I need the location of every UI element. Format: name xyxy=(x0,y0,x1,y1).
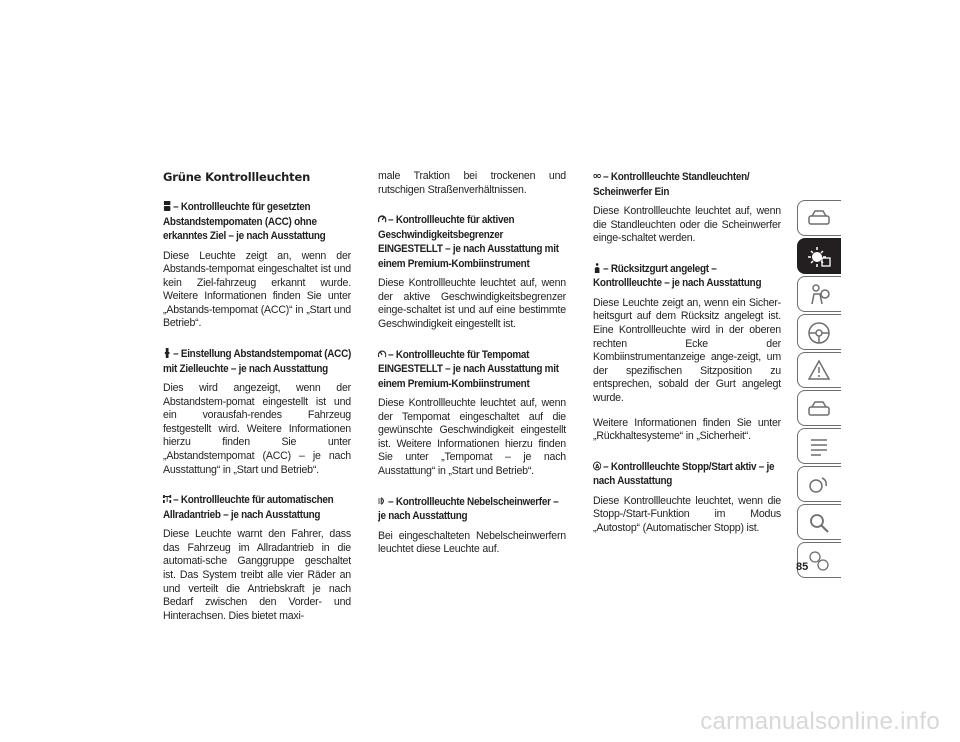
acc-set-icon xyxy=(163,201,171,211)
page-number: 85 xyxy=(796,561,809,573)
heading-rear-seatbelt: – Rücksitzgurt angelegt – Kontrollleuchte – je nach Ausstattung xyxy=(593,262,762,290)
paragraph: Weitere Informationen finden Sie unter „Rückhaltesysteme“ in „Sicherheit“. xyxy=(593,416,781,443)
svg-text:A: A xyxy=(595,463,600,471)
rear-seatbelt-icon xyxy=(593,263,601,273)
heading-acc-target: – Einstellung Abstandstempomat (ACC) mit Zielleuchte – je nach Ausstattung xyxy=(163,348,352,375)
paragraph: Diese Kontrollleuchte leuchtet auf, wenn der Tempomat eingeschaltet auf die gewünschte Geschwindigkeit eingestellt ist. Weitere Informationen hierzu finden Sie unter „Tempomat – je nach Ausstattung“ in „Start und Betrieb“. xyxy=(378,397,566,478)
parking-lamp-icon xyxy=(593,171,601,181)
acc-target-icon xyxy=(163,348,171,358)
heading-awd: – Kontrollleuchte für automatischen Allradantrieb – je nach Ausstattung xyxy=(163,494,334,521)
specs-tab[interactable] xyxy=(797,428,841,464)
awd-icon xyxy=(163,494,171,504)
car-intro-tab[interactable] xyxy=(797,200,841,236)
paragraph: Diese Leuchte warnt den Fahrer, dass das Fahrzeug im Allradantrieb in die automati-sche Ganggruppe geschaltet ist. Das System treibt alle vier Räder an und verteilt die Antriebskraft je nach Bedarf zwischen den Vorder- und Hinterachsen. Dies bietet maxi- xyxy=(163,528,351,622)
car-service-icon xyxy=(806,396,832,422)
multimedia-icon xyxy=(806,472,832,498)
stop-start-icon xyxy=(593,461,601,471)
heading-speed-limiter: – Kontrollleuchte für aktiven Geschwindigkeitsbegrenzer EINGESTELLT – je nach Ausstattung mit einem Premium-Kombiinstrument xyxy=(378,214,559,270)
watermark: carmanualsonline.info xyxy=(700,708,940,735)
steering-wheel-icon xyxy=(806,320,832,346)
search-tab[interactable] xyxy=(797,504,841,540)
paragraph: Diese Leuchte zeigt an, wenn ein Sicher-heitsgurt auf dem Rücksitz angelegt ist. Eine Kontrollleuchte wird in der oberen rechten Ecke der Kombiinstrumentanzeige ange-zeigt, um der spezifischen Sitzposition zu entsprechen, sobald der Gurt angelegt wurde. xyxy=(593,296,781,404)
column-3 xyxy=(593,170,781,547)
paragraph: male Traktion bei trockenen und rutschigen Straßenverhältnissen. xyxy=(378,170,566,196)
speed-limiter-icon xyxy=(378,214,386,224)
paragraph: Bei eingeschalteten Nebelscheinwerfern leuchtet diese Leuchte auf. xyxy=(378,529,566,556)
heading-cruise-set: – Kontrollleuchte für Tempomat EINGESTELLT – je nach Ausstattung mit einem Premium-Kombiinstrument xyxy=(378,348,559,390)
dashboard-light-icon xyxy=(806,244,832,270)
fog-lamp-icon xyxy=(378,496,386,506)
heading-parking-lamps: – Kontrollleuchte Standleuchten/ Scheinwerfer Ein xyxy=(593,171,750,198)
section-title: Grüne Kontrollleuchten xyxy=(163,170,311,184)
index-language-icon xyxy=(806,548,832,574)
paragraph: Diese Leuchte zeigt an, wenn der Abstands-tempomat eingeschaltet ist und kein Ziel-fahrzeug erkannt wurde. Weitere Informationen finden Sie unter „Abstands-tempomat (ACC)“ in „Start und Betrieb“. xyxy=(163,249,351,330)
service-tab[interactable] xyxy=(797,390,841,426)
paragraph: Dies wird angezeigt, wenn der Abstandstem-pomat eingestellt ist und ein vorausfah-rendes Fahrzeug festgestellt wird. Weitere Informationen hierzu finden Sie unter „Abstandstempomat (ACC) – je nach Ausstattung“ in „Start und Betrieb“. xyxy=(163,382,351,476)
cruise-set-icon xyxy=(378,349,386,359)
safety-tab[interactable] xyxy=(797,276,841,312)
warning-triangle-car-icon xyxy=(806,358,832,384)
multimedia-tab[interactable] xyxy=(797,466,841,502)
column-2 xyxy=(378,170,566,568)
paragraph: Diese Kontrollleuchte leuchtet, wenn die Stopp-/Start-Funktion im Modus „Autostop“ (Automatischer Stopp) ist. xyxy=(593,494,781,534)
heading-fog-lamp: – Kontrollleuchte Nebelscheinwerfer – je nach Ausstattung xyxy=(378,495,559,523)
column-1 xyxy=(163,170,351,634)
search-icon xyxy=(806,510,832,536)
heading-acc-no-target: – Kontrollleuchte für gesetzten Abstandstempomaten (ACC) ohne erkanntes Ziel – je nach Ausstattung xyxy=(163,201,326,242)
heading-stop-start: A – Kontrollleuchte Stopp/Start aktiv – je nach Ausstattung xyxy=(593,460,775,488)
specs-list-icon xyxy=(806,434,832,460)
emergency-tab[interactable] xyxy=(797,352,841,388)
paragraph: Diese Kontrollleuchte leuchtet auf, wenn die Standleuchten oder die Scheinwerfer einge-schaltet werden. xyxy=(593,205,781,245)
car-icon xyxy=(806,206,832,232)
warning-lights-tab[interactable] xyxy=(797,238,841,274)
driving-tab[interactable] xyxy=(797,314,841,350)
paragraph: Diese Kontrollleuchte leuchtet auf, wenn der aktive Geschwindigkeitsbegrenzer einge-schaltet ist und auf eine bestimmte Geschwindigkeit eingestellt ist. xyxy=(378,277,566,330)
airbag-person-icon xyxy=(806,282,832,308)
